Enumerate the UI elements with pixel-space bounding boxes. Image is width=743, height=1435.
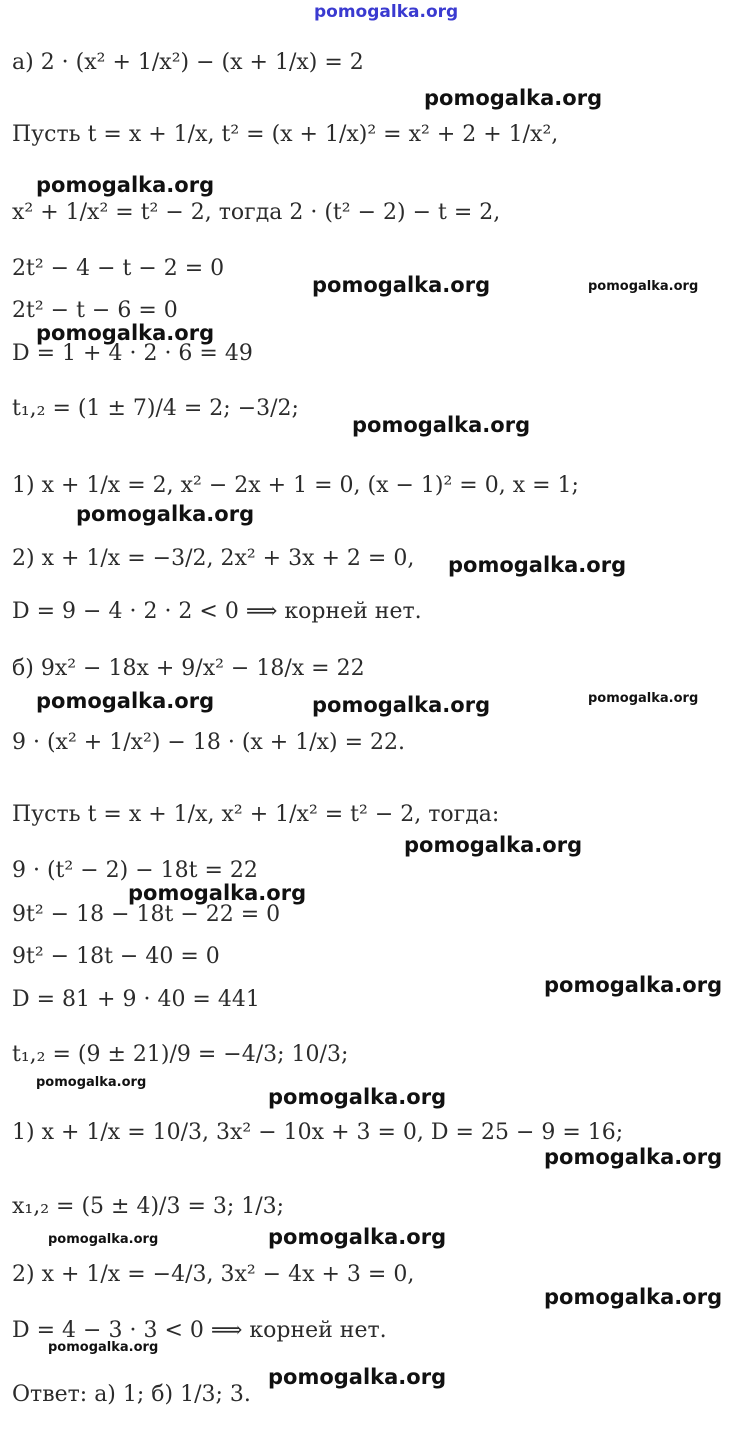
watermark: pomogalka.org: [448, 553, 627, 577]
watermark: pomogalka.org: [48, 1232, 159, 1247]
math-line-13: Пусть t = x + 1/x, x² + 1/x² = t² − 2, тогда:: [12, 802, 500, 827]
math-line-16: 9t² − 18t − 40 = 0: [12, 944, 220, 969]
watermark: pomogalka.org: [268, 1225, 447, 1249]
watermark: pomogalka.org: [36, 1075, 147, 1090]
math-line-18: t₁,₂ = (9 ± 21)/9 = −4/3; 10/3;: [12, 1042, 349, 1067]
answer-line: Ответ: а) 1; б) 1/3; 3.: [12, 1382, 251, 1407]
watermark: pomogalka.org: [312, 273, 491, 297]
watermark: pomogalka.org: [268, 1365, 447, 1389]
watermark: pomogalka.org: [128, 881, 307, 905]
math-line-14: 9 · (t² − 2) − 18t = 22: [12, 858, 258, 883]
watermark: pomogalka.org: [352, 413, 531, 437]
watermark: pomogalka.org: [588, 279, 699, 294]
watermark: pomogalka.org: [36, 321, 215, 345]
watermark: pomogalka.org: [76, 502, 255, 526]
math-line-1: а) 2 · (x² + 1/x²) − (x + 1/x) = 2: [12, 50, 364, 75]
watermark: pomogalka.org: [36, 173, 215, 197]
watermark: pomogalka.org: [588, 691, 699, 706]
math-line-6: D = 1 + 4 · 2 · 6 = 49: [12, 341, 253, 366]
watermark: pomogalka.org: [424, 86, 603, 110]
math-line-17: D = 81 + 9 · 40 = 441: [12, 987, 260, 1012]
math-line-8: 1) x + 1/x = 2, x² − 2x + 1 = 0, (x − 1)² = 0, x = 1;: [12, 473, 579, 498]
math-line-4: 2t² − 4 − t − 2 = 0: [12, 256, 225, 281]
math-line-11: б) 9x² − 18x + 9/x² − 18/x = 22: [12, 656, 365, 681]
math-line-10: D = 9 − 4 · 2 · 2 < 0 ⟹ корней нет.: [12, 599, 422, 624]
watermark: pomogalka.org: [268, 1085, 447, 1109]
math-line-12: 9 · (x² + 1/x²) − 18 · (x + 1/x) = 22.: [12, 730, 406, 755]
math-line-22: D = 4 − 3 · 3 < 0 ⟹ корней нет.: [12, 1318, 387, 1343]
math-line-2: Пусть t = x + 1/x, t² = (x + 1/x)² = x² + 2 + 1/x²,: [12, 122, 559, 147]
math-line-20: x₁,₂ = (5 ± 4)/3 = 3; 1/3;: [12, 1194, 285, 1219]
watermark: pomogalka.org: [48, 1340, 159, 1355]
math-line-21: 2) x + 1/x = −4/3, 3x² − 4x + 3 = 0,: [12, 1262, 415, 1287]
watermark: pomogalka.org: [544, 973, 723, 997]
math-line-5: 2t² − t − 6 = 0: [12, 298, 178, 323]
math-line-3: x² + 1/x² = t² − 2, тогда 2 · (t² − 2) − t = 2,: [12, 200, 501, 225]
watermark: pomogalka.org: [544, 1145, 723, 1169]
watermark: pomogalka.org: [544, 1285, 723, 1309]
math-line-19: 1) x + 1/x = 10/3, 3x² − 10x + 3 = 0, D = 25 − 9 = 16;: [12, 1120, 624, 1145]
math-line-7: t₁,₂ = (1 ± 7)/4 = 2; −3/2;: [12, 396, 299, 421]
watermark: pomogalka.org: [312, 693, 491, 717]
math-line-9: 2) x + 1/x = −3/2, 2x² + 3x + 2 = 0,: [12, 546, 415, 571]
watermark: pomogalka.org: [36, 689, 215, 713]
math-line-15: 9t² − 18 − 18t − 22 = 0: [12, 902, 281, 927]
watermark: pomogalka.org: [314, 2, 459, 22]
watermark: pomogalka.org: [404, 833, 583, 857]
